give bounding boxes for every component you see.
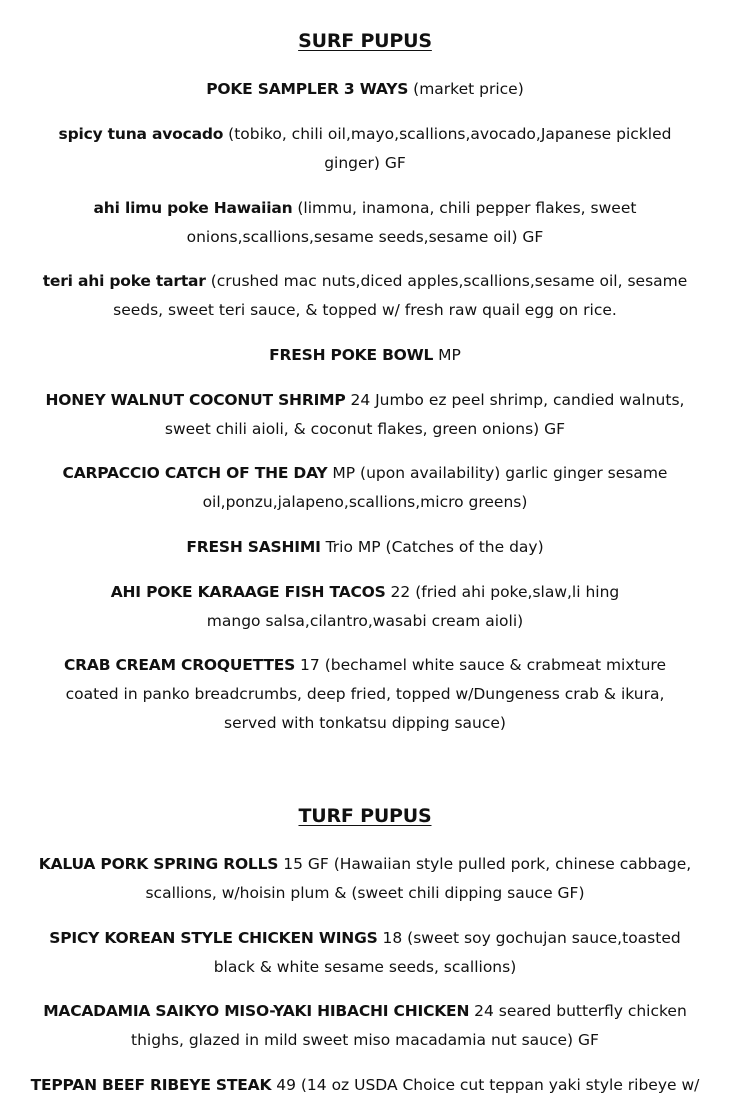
- item-desc: (market price): [413, 80, 524, 98]
- item-desc: 17 (bechamel white sauce & crabmeat mixture coated in panko breadcrumbs, deep fried, topped w/Dungeness crab & ikura, served with tonkatsu dipping sauce): [65, 656, 666, 732]
- item-name: spicy tuna avocado: [58, 125, 224, 143]
- turf-section-title: TURF PUPUS: [298, 805, 432, 827]
- menu-item: [0, 341, 730, 370]
- item-desc: (crushed mac nuts,diced apples,scallions,sesame oil, sesame seeds, sweet teri sauce, & topped w/ fresh raw quail egg on rice.: [113, 272, 688, 319]
- item-name: MACADAMIA SAIKYO MISO-YAKI HIBACHI CHICKEN: [43, 1002, 470, 1020]
- item-name: ahi limu poke Hawaiian: [93, 199, 293, 217]
- item-desc: (tobiko, chili oil,mayo,scallions,avocado,Japanese pickled ginger) GF: [228, 125, 672, 172]
- item-name: TEPPAN BEEF RIBEYE STEAK: [30, 1076, 272, 1094]
- item-name: HONEY WALNUT COCONUT SHRIMP: [45, 391, 346, 409]
- item-name: FRESH POKE BOWL: [269, 346, 434, 364]
- item-desc: MP: [438, 346, 461, 364]
- item-desc: 15 GF (Hawaiian style pulled pork, chinese cabbage, scallions, w/hoisin plum & (sweet chili dipping sauce GF): [145, 855, 692, 902]
- item-desc: 24 seared butterfly chicken thighs, glazed in mild sweet miso macadamia nut sauce) GF: [131, 1002, 687, 1049]
- menu-item: [0, 533, 730, 562]
- item-name: CRAB CREAM CROQUETTES: [63, 656, 296, 674]
- item-desc: 22 (fried ahi poke,slaw,li hing mango salsa,cilantro,wasabi cream aioli): [206, 583, 620, 630]
- menu-item: [0, 1071, 730, 1100]
- item-name: SPICY KOREAN STYLE CHICKEN WINGS: [49, 929, 378, 947]
- item-name: FRESH SASHIMI: [186, 538, 321, 556]
- item-name: teri ahi poke tartar: [42, 272, 206, 290]
- menu-item: [0, 459, 730, 517]
- menu-item: [0, 924, 730, 982]
- item-desc: MP (upon availability) garlic ginger sesame oil,ponzu,jalapeno,scallions,micro greens): [202, 464, 668, 511]
- menu-item: [0, 120, 730, 178]
- item-desc: Trio MP (Catches of the day): [325, 538, 544, 556]
- item-desc: 24 Jumbo ez peel shrimp, candied walnuts, sweet chili aioli, & coconut flakes, green onions) GF: [164, 391, 685, 438]
- menu-item: [0, 578, 730, 636]
- item-name: KALUA PORK SPRING ROLLS: [38, 855, 279, 873]
- menu-item: [0, 850, 730, 908]
- item-name: CARPACCIO CATCH OF THE DAY: [62, 464, 328, 482]
- menu-item: [0, 75, 730, 104]
- item-desc: 49 (14 oz USDA Choice cut teppan yaki style ribeye w/: [276, 1076, 700, 1094]
- menu-item: [0, 651, 730, 738]
- menu-item: [0, 386, 730, 444]
- item-name: POKE SAMPLER 3 WAYS: [206, 80, 409, 98]
- item-desc: 18 (sweet soy gochujan sauce,toasted black & white sesame seeds, scallions): [213, 929, 681, 976]
- surf-section-title: SURF PUPUS: [298, 30, 432, 52]
- menu-item: [0, 997, 730, 1055]
- menu-item: [0, 267, 730, 325]
- menu-item: [0, 194, 730, 252]
- item-name: AHI POKE KARAAGE FISH TACOS: [110, 583, 386, 601]
- item-desc: (limmu, inamona, chili pepper flakes, sweet onions,scallions,sesame seeds,sesame oil) GF: [186, 199, 637, 246]
